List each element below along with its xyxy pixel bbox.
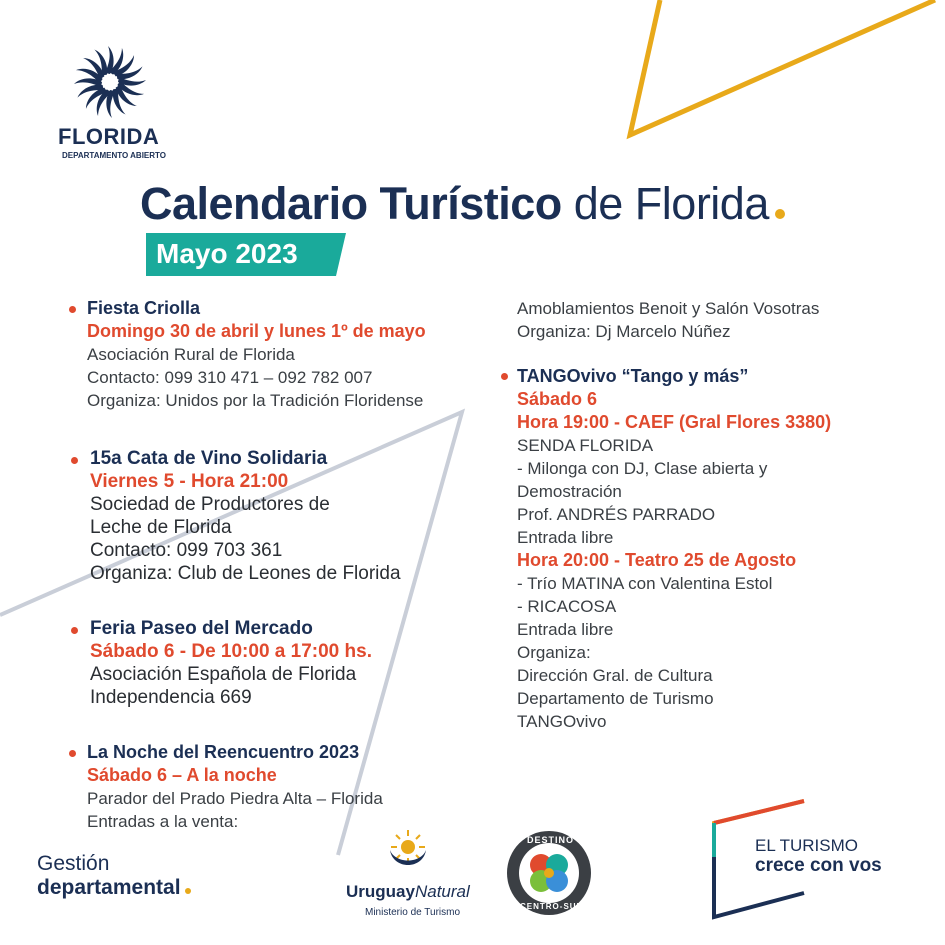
bullet-icon: [71, 457, 78, 464]
event-date: Viernes 5 - Hora 21:00: [90, 471, 289, 492]
event-line: Dirección Gral. de Cultura: [517, 666, 713, 685]
continuation-block: [517, 297, 819, 343]
event-line: Prof. ANDRÉS PARRADO: [517, 505, 716, 524]
event-time: Hora 19:00 - CAEF (Gral Flores 3380): [517, 412, 832, 432]
page-title: [140, 178, 785, 230]
brand-name: FLORIDA: [58, 124, 160, 149]
gestion-line2: departamental: [37, 876, 181, 899]
gestion-dot-icon: [185, 888, 191, 894]
slogan-line1: EL TURISMO: [755, 836, 858, 855]
uruguay-natural-sun-icon: [383, 826, 433, 876]
bullet-icon: [69, 750, 76, 757]
event-line: SENDA FLORIDA: [517, 436, 654, 455]
title-light: de Florida: [561, 178, 769, 229]
event-line: Organiza:: [517, 643, 591, 662]
bullet-icon: [71, 627, 78, 634]
event-line: - Milonga con DJ, Clase abierta y: [517, 459, 768, 478]
uy-bold: Uruguay: [346, 882, 415, 901]
destino-bottom-label: CENTRO-SUR: [520, 902, 584, 911]
event-line: Organiza: Club de Leones de Florida: [90, 563, 401, 584]
event-line: Departamento de Turismo: [517, 689, 714, 708]
florida-logo-icon: [70, 42, 150, 122]
event-name: TANGOvivo “Tango y más”: [517, 366, 749, 386]
event-line: Contacto: 099 703 361: [90, 540, 283, 561]
event-line: - RICACOSA: [517, 597, 617, 616]
event-line: Entrada libre: [517, 620, 614, 639]
event-line: Entradas a la venta:: [87, 812, 239, 831]
uruguay-natural-wordmark: [346, 882, 470, 902]
event-line: TANGOvivo: [517, 712, 607, 731]
uy-italic: Natural: [414, 882, 470, 901]
event-name: Feria Paseo del Mercado: [90, 618, 313, 639]
bullet-icon: [69, 306, 76, 313]
event-date: Sábado 6: [517, 389, 598, 409]
event-line: Asociación Española de Florida: [90, 664, 357, 685]
gestion-line1: Gestión: [37, 852, 110, 875]
event-date: Sábado 6 - De 10:00 a 17:00 hs.: [90, 641, 372, 662]
event-date: Domingo 30 de abril y lunes 1º de mayo: [87, 321, 426, 341]
event-name: Fiesta Criolla: [87, 298, 201, 318]
uruguay-natural-subtitle: Ministerio de Turismo: [365, 907, 461, 918]
title-dot-icon: [775, 209, 785, 219]
turismo-slogan: [755, 836, 882, 877]
event-feria-mercado: [90, 617, 372, 709]
gestion-departamental: [37, 852, 191, 900]
slogan-line2: crece con vos: [755, 855, 882, 876]
event-line: Leche de Florida: [90, 517, 232, 538]
brand-subtitle: DEPARTAMENTO ABIERTO: [62, 151, 167, 160]
bullet-icon: [501, 373, 508, 380]
event-line: Contacto: 099 310 471 – 092 782 007: [87, 368, 373, 387]
event-line: Organiza: Dj Marcelo Núñez: [517, 322, 731, 341]
event-cata-vino: [90, 447, 401, 585]
event-line: Demostración: [517, 482, 622, 501]
event-noche-reencuentro: [87, 741, 383, 833]
event-name: La Noche del Reencuentro 2023: [87, 742, 360, 762]
event-name: 15a Cata de Vino Solidaria: [90, 448, 328, 469]
title-bold: Calendario Turístico: [140, 178, 562, 229]
event-date: Sábado 6 – A la noche: [87, 765, 277, 785]
event-line: Entrada libre: [517, 528, 614, 547]
destino-top-label: DESTINO: [527, 835, 575, 845]
event-time: Hora 20:00 - Teatro 25 de Agosto: [517, 550, 797, 570]
event-fiesta-criolla: [87, 297, 426, 412]
month-label: Mayo 2023: [156, 238, 298, 269]
event-line: - Trío MATINA con Valentina Estol: [517, 574, 773, 593]
event-line: Parador del Prado Piedra Alta – Florida: [87, 789, 383, 808]
event-line: Organiza: Unidos por la Tradición Floridense: [87, 391, 424, 410]
event-line: Amoblamientos Benoit y Salón Vosotras: [517, 299, 820, 318]
event-line: Asociación Rural de Florida: [87, 345, 295, 364]
event-line: Sociedad de Productores de: [90, 494, 330, 515]
event-line: Independencia 669: [90, 687, 252, 708]
event-tangovivo: [517, 365, 831, 733]
